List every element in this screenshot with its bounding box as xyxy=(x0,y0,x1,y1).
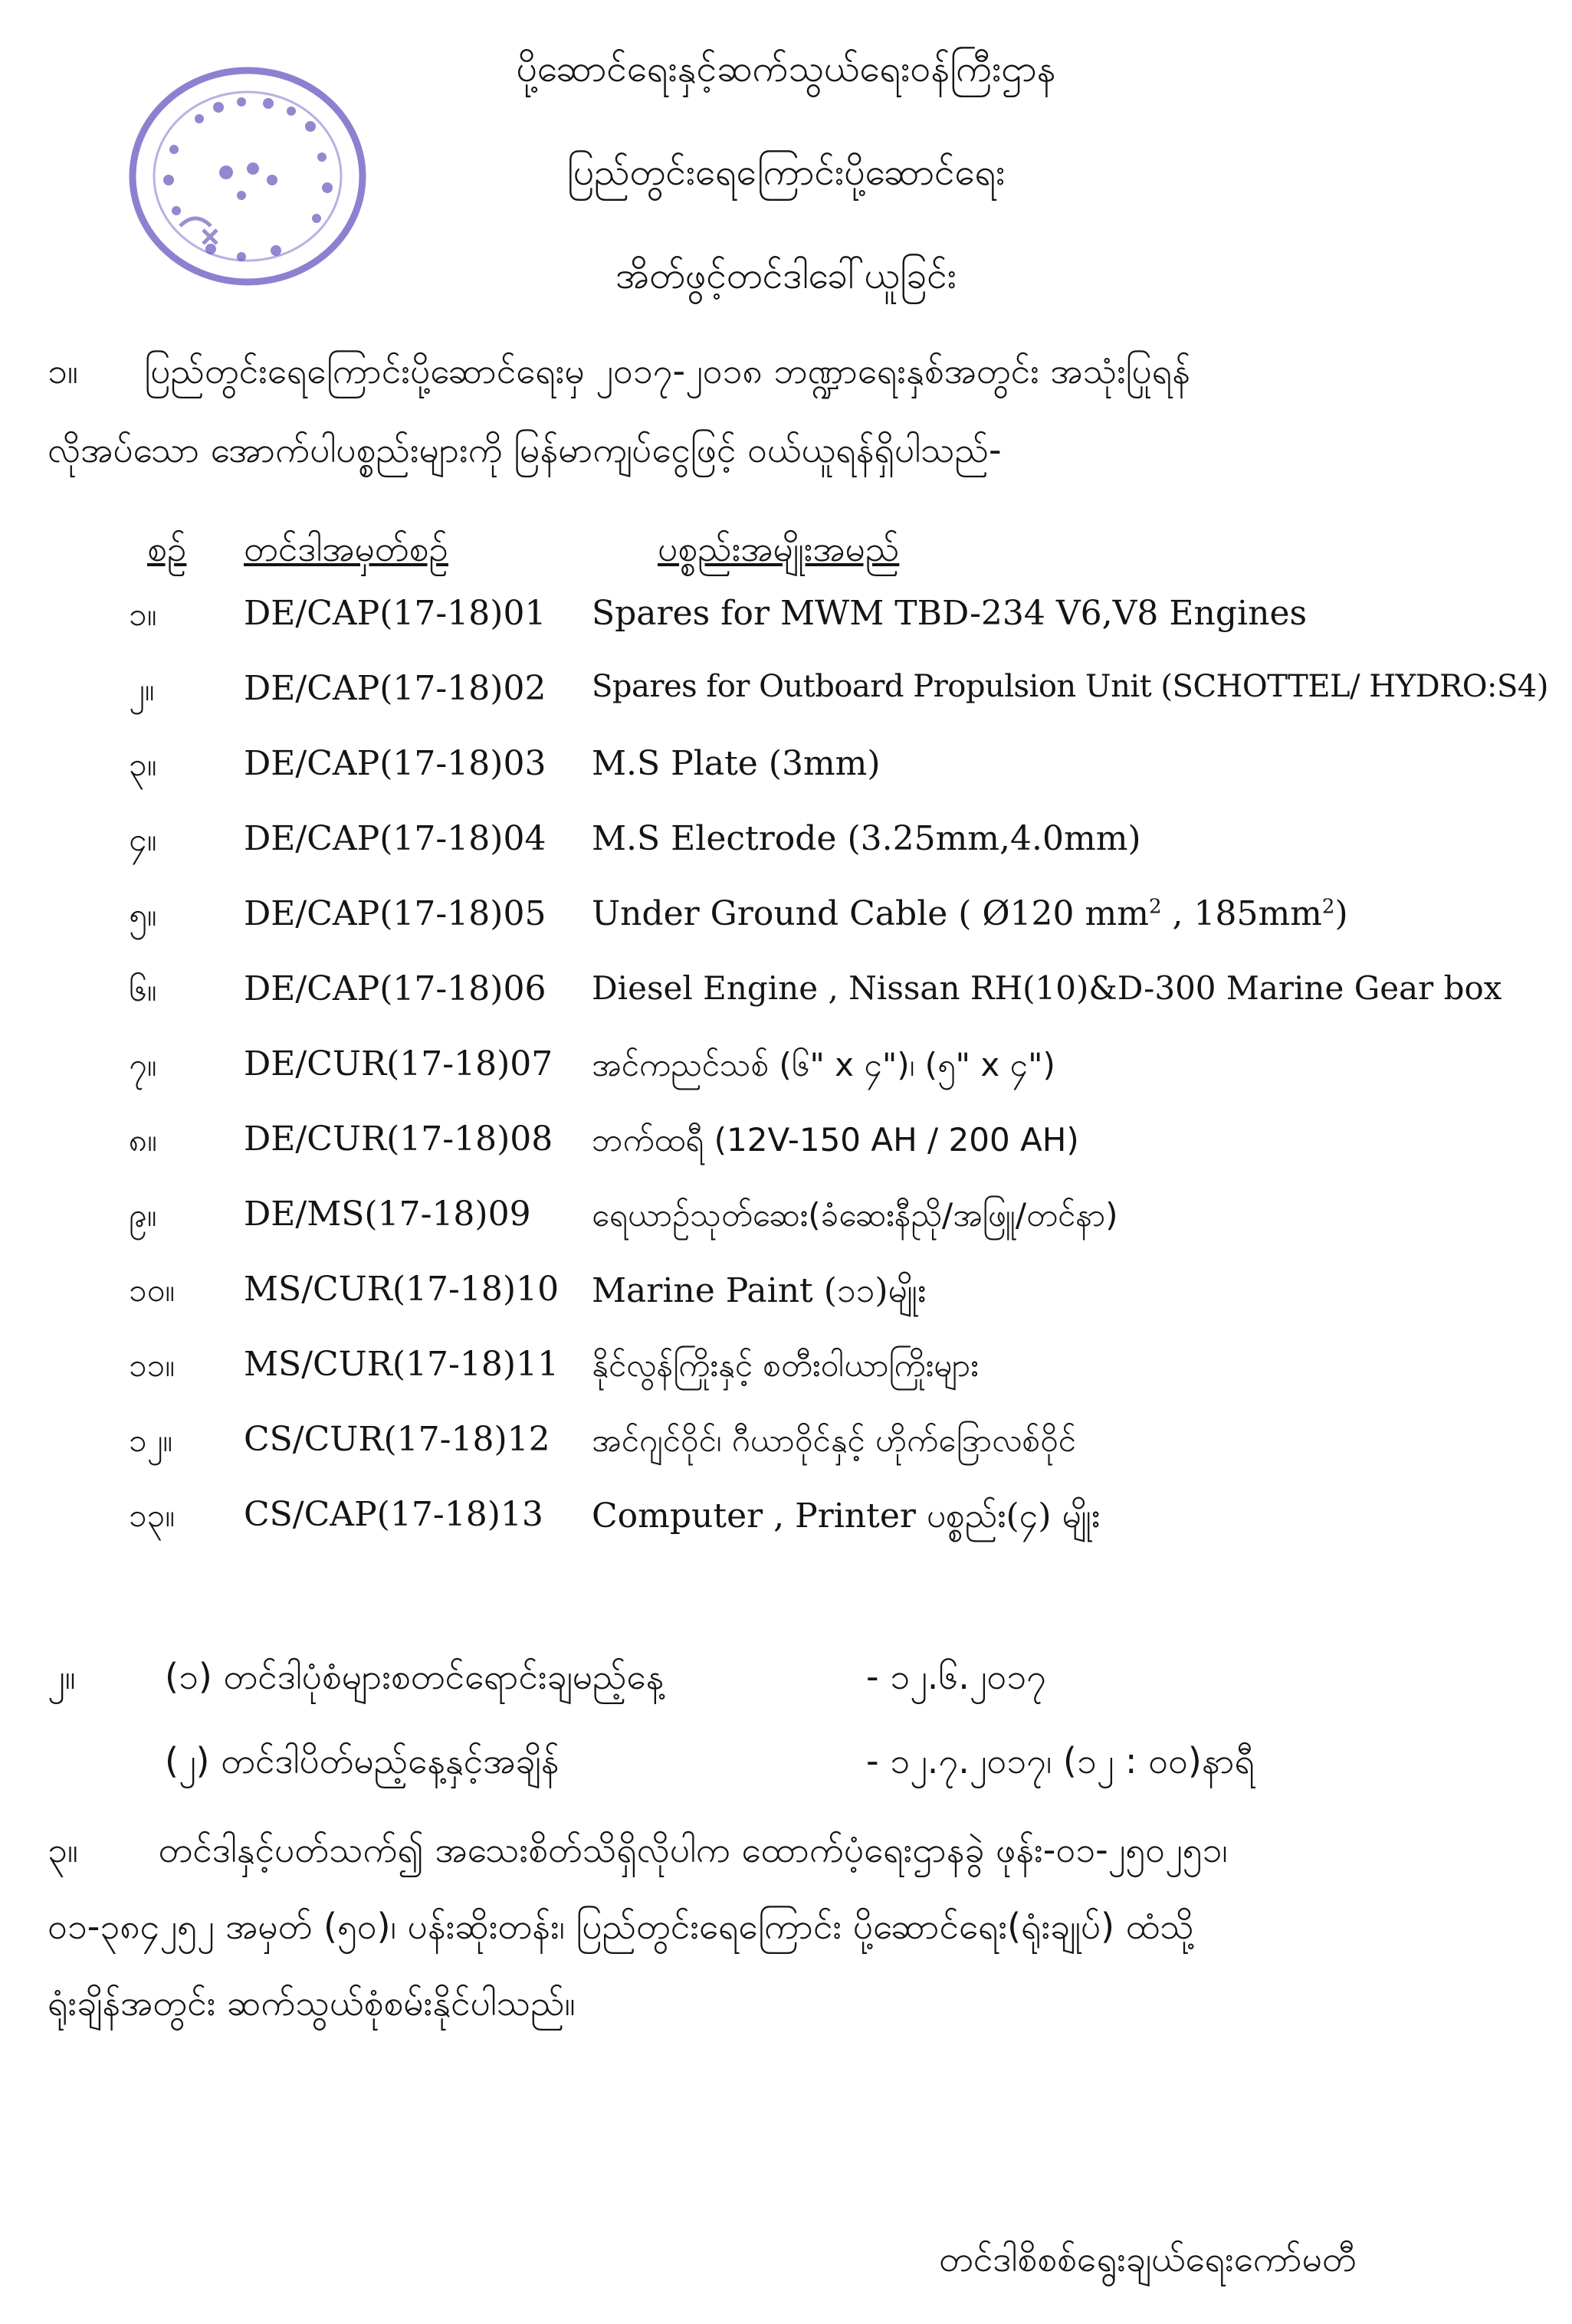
col-header-tender: တင်ဒါအမှတ်စဉ် xyxy=(244,528,448,569)
intro-line-2: လိုအပ်သော အောက်ပါပစ္စည်းများကို မြန်မာကျပ်ငွေဖြင့် ဝယ်ယူရန်ရှိပါသည်- xyxy=(48,429,1002,470)
schedule-value-sale-date: - ၁၂.၆.၂၀၁၇ xyxy=(866,1656,1047,1697)
section-number: ၃။ xyxy=(48,1829,78,1870)
col-header-item: ပစ္စည်းအမျိုးအမည် xyxy=(658,528,900,569)
ministry-title: ပို့ဆောင်ရေးနှင့်ဆက်သွယ်ရေးဝန်ကြီးဌာန xyxy=(516,48,1056,90)
item-description: Computer , Printer ပစ္စည်း(၄) မျိုး xyxy=(592,1496,1101,1536)
tender-number: DE/CAP(17-18)02 xyxy=(244,669,546,708)
table-row xyxy=(0,969,1572,1044)
row-number: ၇။ xyxy=(129,1046,157,1083)
item-text: Under Ground Cable ( Ø120 mm xyxy=(592,894,1149,933)
table-row xyxy=(0,894,1572,969)
schedule-label-sale-date: (၁) တင်ဒါပုံစံများစတင်ရောင်းချမည့်နေ့ xyxy=(165,1656,665,1697)
item-description: ရေယာဉ်သုတ်ဆေး(ခံဆေးနီညို/အဖြူ/တင်နာ) xyxy=(592,1196,1118,1234)
row-number: ၁၀။ xyxy=(129,1271,175,1309)
contact-line-3: ရုံးချိန်အတွင်း ဆက်သွယ်စုံစမ်းနိုင်ပါသည်။ xyxy=(48,1982,576,2024)
contact-line-1: တင်ဒါနှင့်ပတ်သက်၍ အသေးစိတ်သိရှိလိုပါက ထောက်ပံ့ရေးဌာနခွဲ ဖုန်း-၀၁-၂၅၀၂၅၁၊ xyxy=(158,1829,1228,1870)
tender-number: DE/CAP(17-18)04 xyxy=(244,819,546,858)
table-row xyxy=(0,1345,1572,1420)
contact-line-2: ၀၁-၃၈၄၂၅၂ အမှတ် (၅၀)၊ ပန်းဆိုးတန်း၊ ပြည်တွင်းရေကြောင်း ပို့ဆောင်ရေး(ရုံးချုပ်) ထံသို့ xyxy=(48,1906,1194,1947)
item-description: အင်ဂျင်ဝိုင်၊ ဂီယာဝိုင်နှင့် ဟိုက်ဒြောလစ်ဝိုင် xyxy=(592,1421,1076,1459)
table-row xyxy=(0,1044,1572,1119)
tender-number: DE/CUR(17-18)07 xyxy=(244,1044,553,1083)
col-header-no: စဉ် xyxy=(147,528,187,569)
committee-signature: တင်ဒါစိစစ်ရွေးချယ်ရေးကော်မတီ xyxy=(939,2238,1357,2280)
item-text: ) xyxy=(1334,894,1348,933)
item-description: Spares for MWM TBD-234 V6,V8 Engines xyxy=(592,594,1308,633)
table-row xyxy=(0,1119,1572,1195)
item-description: M.S Electrode (3.25mm,4.0mm) xyxy=(592,819,1141,858)
row-number: ၁၁။ xyxy=(129,1346,175,1384)
row-number: ၄။ xyxy=(129,821,157,858)
row-number: ၁၃။ xyxy=(129,1496,175,1534)
item-description xyxy=(592,894,1348,933)
item-description: M.S Plate (3mm) xyxy=(592,744,881,783)
table-row xyxy=(0,669,1572,744)
item-text: , 185mm xyxy=(1161,894,1322,933)
table-row xyxy=(0,1495,1572,1570)
tender-number: CS/CAP(17-18)13 xyxy=(244,1495,543,1534)
section-number: ၁။ xyxy=(48,350,78,392)
superscript: 2 xyxy=(1148,895,1162,919)
tender-number: DE/CAP(17-18)05 xyxy=(244,894,546,933)
table-row xyxy=(0,1420,1572,1495)
tender-number: MS/CUR(17-18)11 xyxy=(244,1345,560,1384)
tender-number: DE/CAP(17-18)03 xyxy=(244,744,546,783)
row-number: ၉။ xyxy=(129,1196,157,1234)
item-description: ဘက်ထရီ (12V-150 AH / 200 AH) xyxy=(592,1121,1079,1159)
row-number: ၃။ xyxy=(129,746,157,783)
item-description: Spares for Outboard Propulsion Unit (SCHOTTEL/ HYDRO:S4) xyxy=(592,669,1548,704)
department-title: ပြည်တွင်းရေကြောင်းပို့ဆောင်ရေး xyxy=(566,151,1006,194)
notice-title: အိတ်ဖွင့်တင်ဒါခေါ်ယူခြင်း xyxy=(615,254,957,297)
tender-number: CS/CUR(17-18)12 xyxy=(244,1420,550,1459)
row-number: ၈။ xyxy=(129,1121,157,1159)
intro-paragraph xyxy=(48,349,1542,393)
schedule-label-closing: (၂) တင်ဒါပိတ်မည့်နေ့နှင့်အချိန် xyxy=(165,1740,560,1782)
contact-paragraph xyxy=(48,1827,1542,1872)
row-number: ၁၂။ xyxy=(129,1421,172,1459)
row-number: ၁။ xyxy=(129,595,157,633)
table-row xyxy=(0,819,1572,894)
schedule-value-closing: - ၁၂.၇.၂၀၁၇၊ (၁၂ : ၀၀)နာရီ xyxy=(866,1740,1255,1782)
section-number: ၂။ xyxy=(48,1656,76,1697)
tender-number: DE/CAP(17-18)06 xyxy=(244,969,546,1008)
table-row xyxy=(0,1195,1572,1270)
item-description: နိုင်လွန်ကြိုးနှင့် စတီးဝါယာကြိုးများ xyxy=(592,1346,979,1384)
table-row xyxy=(0,594,1572,669)
item-description: အင်ကညင်သစ် (၆" x ၄")၊ (၅" x ၄") xyxy=(592,1046,1055,1083)
row-number: ၅။ xyxy=(129,896,157,933)
table-row xyxy=(0,1270,1572,1345)
row-number: ၆။ xyxy=(129,971,157,1008)
superscript: 2 xyxy=(1321,895,1335,919)
tender-number: DE/CAP(17-18)01 xyxy=(244,594,546,633)
tender-number: MS/CUR(17-18)10 xyxy=(244,1270,560,1309)
item-description: Marine Paint (၁၁)မျိုး xyxy=(592,1271,927,1310)
item-description: Diesel Engine , Nissan RH(10)&D-300 Marine Gear box xyxy=(592,969,1502,1007)
tender-number: DE/MS(17-18)09 xyxy=(244,1195,531,1234)
intro-line-1: ပြည်တွင်းရေကြောင်းပို့ဆောင်ရေးမှ ၂၀၁၇-၂၀၁၈ ဘဏ္ဍာရေးနှစ်အတွင်း အသုံးပြုရန် xyxy=(144,350,1190,392)
tender-number: DE/CUR(17-18)08 xyxy=(244,1119,553,1159)
table-row xyxy=(0,744,1572,819)
row-number: ၂။ xyxy=(129,670,155,708)
